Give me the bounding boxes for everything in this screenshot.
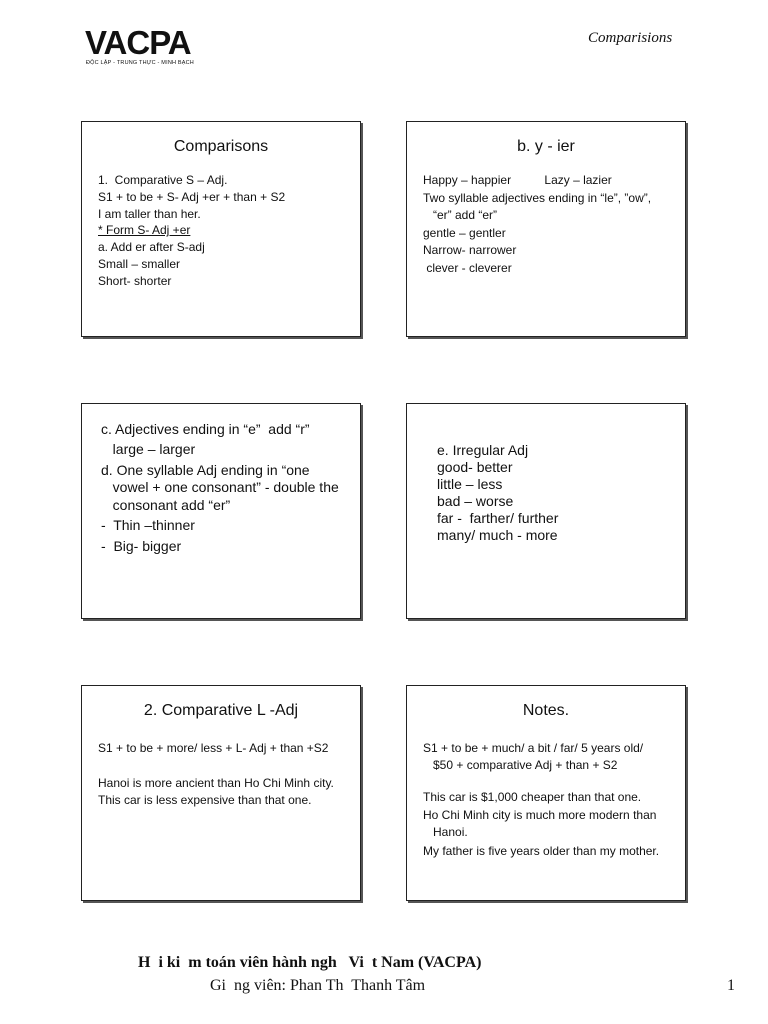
slide-line: Narrow- narrower bbox=[423, 243, 517, 257]
slide-line: consonant add “er” bbox=[101, 496, 231, 513]
footer-organization: H i ki m toán viên hành ngh Vi t Nam (VACPA) bbox=[138, 954, 482, 971]
slide-line: I am taller than her. bbox=[98, 206, 201, 221]
slide-line: Two syllable adjectives ending in “le”, ”ow”, bbox=[423, 190, 652, 205]
slide-line: Short- shorter bbox=[98, 273, 172, 288]
slide-line: This car is $1,000 cheaper than that one. bbox=[423, 789, 642, 804]
slide-line: - Big- bigger bbox=[101, 538, 182, 555]
slide-comparative-l-adj bbox=[81, 685, 361, 901]
slide-y-ier bbox=[406, 121, 686, 337]
slide-line: Small – smaller bbox=[98, 256, 181, 271]
slide-line: This car is less expensive than that one. bbox=[98, 792, 312, 807]
slide-line: far - farther/ further bbox=[437, 510, 559, 526]
vacpa-logo bbox=[85, 26, 193, 70]
slide-body bbox=[98, 740, 350, 808]
slide-line: little – less bbox=[437, 476, 503, 492]
slide-line: * Form S- Adj +er bbox=[98, 223, 191, 238]
slide-line: Hanoi is more ancient than Ho Chi Minh city. bbox=[98, 775, 334, 790]
slide-line: 1. Comparative S – Adj. bbox=[98, 173, 228, 187]
slide-body bbox=[423, 740, 675, 860]
slide-line: e. Irregular Adj bbox=[437, 442, 529, 458]
slide-line: “er” add “er” bbox=[423, 208, 498, 222]
slide-line: large – larger bbox=[101, 441, 196, 458]
slide-line: clever - cleverer bbox=[423, 260, 512, 275]
slide-body bbox=[437, 442, 675, 544]
slide-notes bbox=[406, 685, 686, 901]
slide-line: Hanoi. bbox=[423, 825, 468, 840]
slide-line: S1 + to be + more/ less + L- Adj + than +S2 bbox=[98, 741, 329, 755]
logo-text: VACPA bbox=[85, 24, 191, 61]
slide-title: Notes. bbox=[522, 702, 570, 719]
slide-line: S1 + to be + S- Adj +er + than + S2 bbox=[98, 189, 286, 204]
slide-body bbox=[101, 421, 350, 556]
slide-line: gentle – gentler bbox=[423, 225, 506, 240]
slide-line: good- better bbox=[437, 459, 513, 475]
slide-line: a. Add er after S-adj bbox=[98, 240, 205, 255]
slide-title: b. y - ier bbox=[517, 138, 575, 155]
slide-line: vowel + one consonant” - double the bbox=[101, 479, 339, 496]
logo-tagline: ĐỘC LẬP - TRUNG THỰC - MINH BẠCH bbox=[86, 60, 194, 66]
slide-line: c. Adjectives ending in “e” add “r” bbox=[101, 421, 310, 437]
slide-title: 2. Comparative L -Adj bbox=[143, 702, 299, 719]
slide-irregular-adj bbox=[406, 403, 686, 619]
slide-line: d. One syllable Adj ending in “one bbox=[101, 461, 310, 478]
slide-line: $50 + comparative Adj + than + S2 bbox=[423, 757, 618, 772]
slide-adjectives-ending bbox=[81, 403, 361, 619]
slide-line: many/ much - more bbox=[437, 527, 558, 543]
slide-line: S1 + to be + much/ a bit / far/ 5 years old/ bbox=[423, 741, 644, 755]
slide-title: Comparisons bbox=[173, 138, 269, 155]
slide-body bbox=[98, 172, 350, 290]
slide-comparisons bbox=[81, 121, 361, 337]
page-number: 1 bbox=[727, 977, 735, 994]
slide-line: Ho Chi Minh city is much more modern than bbox=[423, 808, 657, 823]
slide-line: Happy – happier Lazy – lazier bbox=[423, 173, 612, 187]
slide-line: My father is five years older than my mother. bbox=[423, 843, 660, 858]
footer-lecturer: Gi ng viên: Phan Th Thanh Tâm bbox=[210, 977, 426, 994]
slide-line: - Thin –thinner bbox=[101, 517, 195, 534]
slide-line: bad – worse bbox=[437, 493, 514, 509]
slide-body bbox=[423, 172, 675, 277]
document-title: Comparisions bbox=[588, 30, 673, 46]
